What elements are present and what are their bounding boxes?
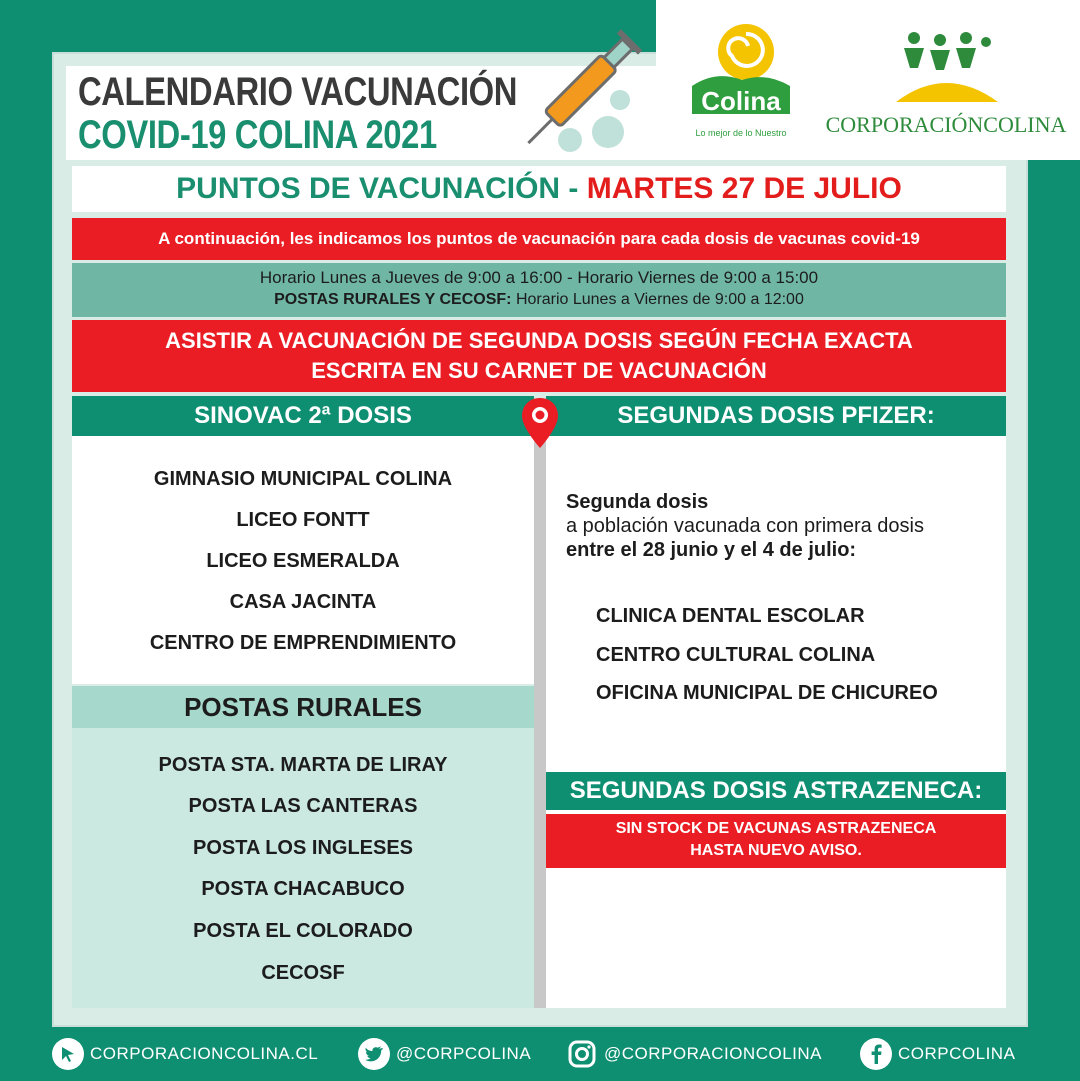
column-divider	[534, 436, 546, 1008]
corporacion-wordmark: CORPORACIÓNCOLINA	[825, 112, 1067, 137]
postas-list	[72, 728, 534, 1008]
list-item: POSTA LOS INGLESES	[192, 837, 414, 859]
page-title: CALENDARIO VACUNACIÓN	[78, 70, 518, 114]
footer-facebook-text: CORPCOLINA	[898, 1044, 1016, 1063]
headline	[72, 166, 1006, 212]
warning-banner	[72, 320, 1006, 392]
list-item: CASA JACINTA	[229, 591, 377, 613]
list-item: CENTRO CULTURAL COLINA	[596, 644, 876, 666]
hours-rural-text: Horario Lunes a Viernes de 9:00 a 12:00	[511, 291, 804, 308]
pfizer-desc-text: a población vacunada con primera dosis	[566, 515, 924, 537]
astrazeneca-note-line2: HASTA NUEVO AVISO.	[690, 842, 862, 859]
warning-line2: ESCRITA EN SU CARNET DE VACUNACIÓN	[311, 358, 767, 383]
list-item: CENTRO DE EMPRENDIMIENTO	[149, 632, 457, 654]
hours-rural-label: POSTAS RURALES Y CECOSF:	[274, 291, 512, 308]
intro-banner: A continuación, les indicamos los puntos de vacunación para cada dosis de vacunas covid-19	[72, 218, 1006, 260]
colina-wordmark: Colina	[701, 86, 781, 116]
sinovac-heading: SINOVAC 2ª DOSIS	[72, 396, 534, 436]
facebook-icon	[860, 1038, 892, 1070]
corporacion-logo-icon	[820, 24, 1072, 144]
cursor-icon	[52, 1038, 84, 1070]
headline-label: PUNTOS DE VACUNACIÓN -	[176, 172, 587, 205]
pfizer-desc-dates: entre el 28 junio y el 4 de julio:	[566, 539, 857, 561]
list-item: POSTA EL COLORADO	[193, 920, 413, 942]
footer-website-text: CORPORACIONCOLINA.CL	[90, 1044, 319, 1063]
page-subtitle: COVID-19 COLINA 2021	[78, 113, 437, 157]
pfizer-description	[566, 490, 924, 562]
map-pin-icon	[520, 396, 560, 450]
colina-tagline: Lo mejor de lo Nuestro	[695, 128, 787, 138]
footer-website-link[interactable]	[52, 1036, 318, 1072]
list-item: CLINICA DENTAL ESCOLAR	[596, 605, 865, 627]
footer-facebook-link[interactable]	[860, 1036, 1015, 1072]
list-item: LICEO ESMERALDA	[206, 550, 400, 572]
list-item: CECOSF	[261, 962, 345, 984]
list-item: POSTA CHACABUCO	[201, 878, 405, 900]
footer-instagram-text: @CORPORACIONCOLINA	[604, 1044, 823, 1063]
list-item: POSTA STA. MARTA DE LIRAY	[158, 754, 448, 776]
postas-heading: POSTAS RURALES	[72, 686, 534, 728]
syringe-virus-icon	[500, 20, 660, 160]
twitter-icon	[358, 1038, 390, 1070]
astrazeneca-heading: SEGUNDAS DOSIS ASTRAZENECA:	[546, 772, 1006, 810]
footer-instagram-link[interactable]	[566, 1036, 822, 1072]
list-item: POSTA LAS CANTERAS	[188, 795, 418, 817]
hours-weekday: Horario Lunes a Jueves de 9:00 a 16:00 - Horario Viernes de 9:00 a 15:00	[259, 268, 819, 287]
list-item: OFICINA MUNICIPAL DE CHICUREO	[596, 682, 938, 704]
hours-rural	[72, 288, 1006, 309]
sinovac-list	[72, 436, 534, 684]
footer-twitter-link[interactable]	[358, 1036, 531, 1072]
astrazeneca-note-line1: SIN STOCK DE VACUNAS ASTRAZENECA	[615, 820, 937, 837]
list-item: GIMNASIO MUNICIPAL COLINA	[153, 468, 453, 490]
list-item: LICEO FONTT	[236, 509, 370, 531]
instagram-icon	[566, 1038, 598, 1070]
headline-date: MARTES 27 DE JULIO	[586, 172, 902, 205]
footer-twitter-text: @CORPCOLINA	[396, 1044, 532, 1063]
pfizer-heading: SEGUNDAS DOSIS PFIZER:	[546, 396, 1006, 436]
hours-banner	[72, 263, 1006, 317]
colina-logo-icon	[686, 14, 796, 144]
warning-line1: ASISTIR A VACUNACIÓN DE SEGUNDA DOSIS SEGÚN FECHA EXACTA	[165, 328, 913, 353]
pfizer-desc-title: Segunda dosis	[566, 491, 709, 513]
astrazeneca-note	[546, 814, 1006, 868]
